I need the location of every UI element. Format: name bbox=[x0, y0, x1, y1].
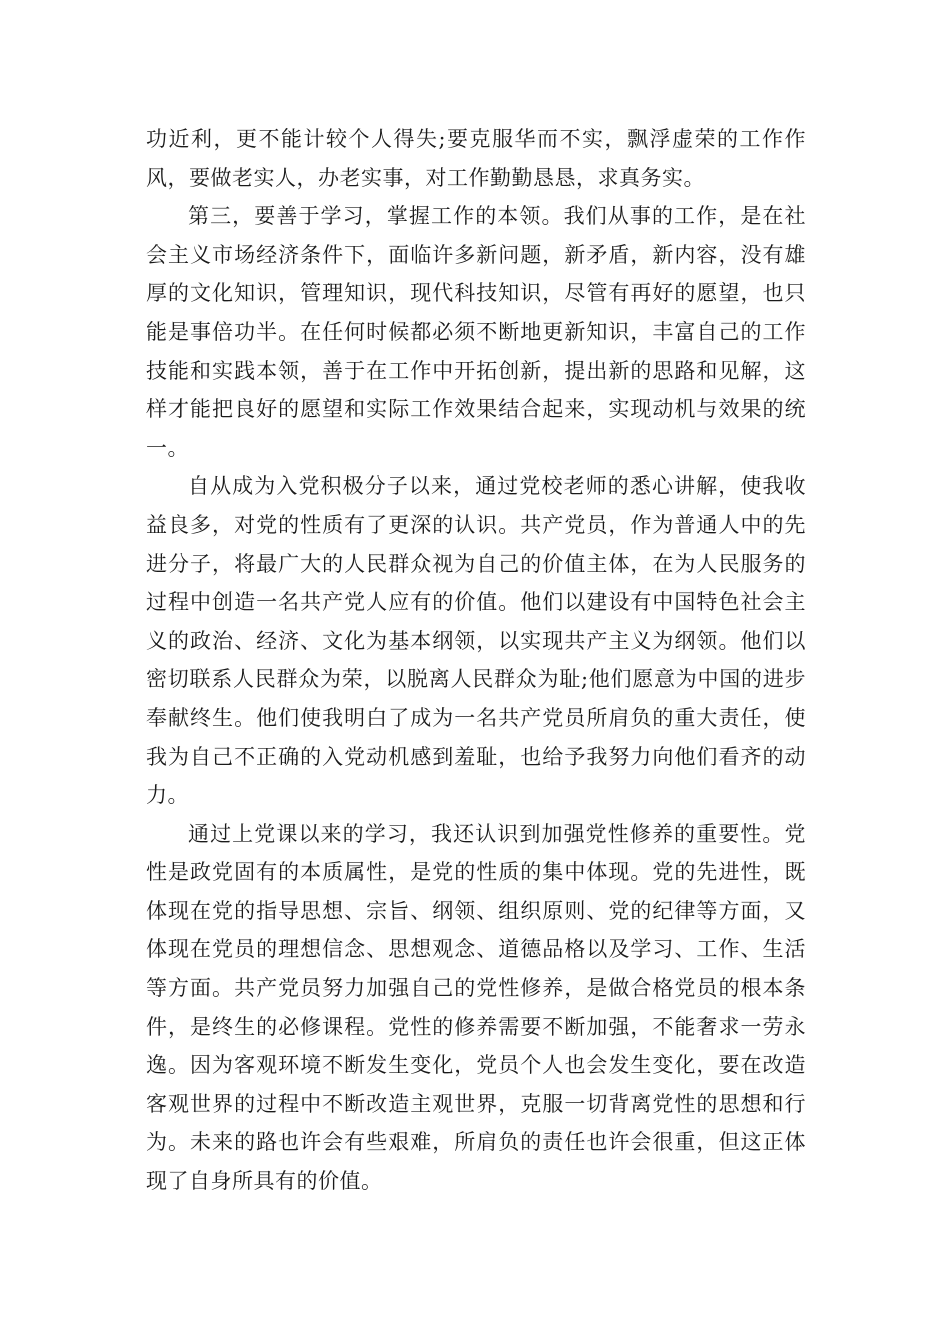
paragraph-learning: 第三，要善于学习，掌握工作的本领。我们从事的工作，是在社会主义市场经济条件下，面临许多新问题，新矛盾，新内容，没有雄厚的文化知识，管理知识，现代科技知识，尽管有再好的愿望，也只能是事倍功半。在任何时候都必须不断地更新知识，丰富自己的工作技能和实践本领，善于在工作中开拓创新，提出新的思路和见解，这样才能把良好的愿望和实际工作效果结合起来，实现动机与效果的统一。 bbox=[146, 204, 806, 460]
document-body bbox=[146, 120, 806, 1201]
paragraph-party-spirit: 通过上党课以来的学习，我还认识到加强党性修养的重要性。党性是政党固有的本质属性，是党的性质的集中体现。党的先进性，既体现在党的指导思想、宗旨、纲领、组织原则、党的纪律等方面，又体现在党员的理想信念、思想观念、道德品格以及学习、工作、生活等方面。共产党员努力加强自己的党性修养，是做合格党员的根本条件，是终生的必修课程。党性的修养需要不断加强，不能奢求一劳永逸。因为客观环境不断发生变化，党员个人也会发生变化，要在改造客观世界的过程中不断改造主观世界，克服一切背离党性的思想和行为。未来的路也许会有些艰难，所肩负的责任也许会很重，但这正体现了自身所具有的价值。 bbox=[146, 821, 806, 1194]
paragraph-party-activist: 自从成为入党积极分子以来，通过党校老师的悉心讲解，使我收益良多，对党的性质有了更深的认识。共产党员，作为普通人中的先进分子，将最广大的人民群众视为自己的价值主体，在为人民服务的过程中创造一名共产党人应有的价值。他们以建设有中国特色社会主义的政治、经济、文化为基本纲领，以实现共产主义为纲领。他们以密切联系人民群众为荣，以脱离人民群众为耻;他们愿意为中国的进步奉献终生。他们使我明白了成为一名共产党员所肩负的重大责任，使我为自己不正确的入党动机感到羞耻，也给予我努力向他们看齐的动力。 bbox=[146, 474, 806, 808]
paragraph-continued: 功近利，更不能计较个人得失;要克服华而不实，飘浮虚荣的工作作风，要做老实人，办老实事，对工作勤勤恳恳，求真务实。 bbox=[146, 127, 806, 190]
